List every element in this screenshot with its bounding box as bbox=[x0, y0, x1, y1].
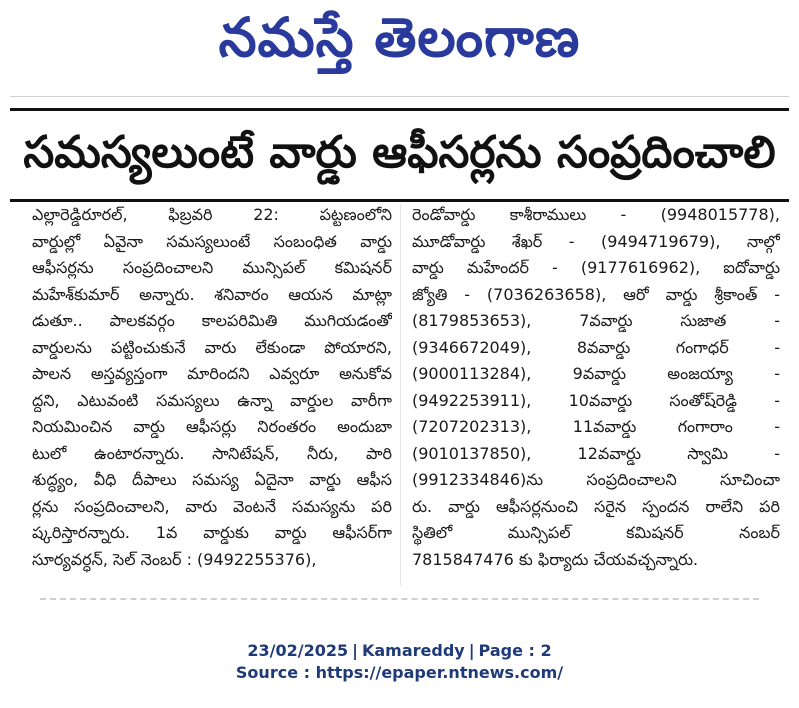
article-line: ద్దని, ఎటువంటి సమస్యలు ఉన్నా వార్డుల వారీగా bbox=[32, 390, 392, 410]
headline-frame bbox=[10, 108, 789, 202]
article-line: (9010137850), 12వవార్డు స్వామి - bbox=[412, 443, 780, 463]
divider bbox=[40, 598, 759, 600]
article-line: మూడోవార్డు శేఖర్ - (9494719679), నాల్గో bbox=[412, 231, 780, 251]
article-line: రు. వార్డు ఆఫీసర్లనుంచి సరైన స్పందన రాలేని పరి bbox=[412, 496, 780, 516]
article-line: (9492253911), 10వవార్డు సంతోష్‌రెడ్డి - bbox=[412, 390, 780, 410]
edition-page: Page : 2 bbox=[478, 641, 552, 660]
article-line: మహేశ్‌కుమార్ అన్నారు. శనివారం ఆయన మాట్లా bbox=[32, 284, 392, 304]
article-line: టులో ఉంటారన్నారు. సానిటేషన్, నీరు, పారి bbox=[32, 443, 392, 463]
source-footer bbox=[0, 640, 799, 684]
article-line: (9000113284), 9వవార్డు అంజయ్యా - bbox=[412, 364, 780, 383]
masthead bbox=[0, 0, 799, 80]
article-line: (7207202313), 11వవార్డు గంగారాం - bbox=[412, 417, 780, 436]
edition-date: 23/02/2025 bbox=[247, 641, 349, 660]
article-line: సూర్యవర్ధన్, సెల్ నెంబర్ : (9492255376), bbox=[32, 549, 317, 569]
article-line: నియమించిన వార్డు ఆఫీసర్లు నిరంతరం అందుబా bbox=[32, 417, 392, 436]
column-divider bbox=[400, 204, 401, 586]
divider bbox=[10, 96, 789, 97]
article-line: ఎల్లారెడ్డిరూరల్, ఫిబ్రవరి 22: పట్టణంలోని bbox=[32, 205, 392, 224]
article-column-left bbox=[32, 202, 392, 573]
article-line: జ్యోతి - (7036263658), ఆరో వార్డు శ్రీకాంత్ - bbox=[412, 284, 780, 304]
article-line: (9346672049), 8వవార్డు గంగాధర్ - bbox=[412, 337, 780, 357]
article-line: వార్డు మహేందర్ - (9177616962), ఐదోవార్డు bbox=[412, 258, 780, 277]
article-line: (8179853653), 7వవార్డు సుజాత - bbox=[412, 311, 780, 330]
article-line: డుతూ.. పాలకవర్గం కాలపరిమితి ముగియడంతో bbox=[32, 311, 392, 330]
newspaper-logo: నమస్తే తెలంగాణ bbox=[218, 6, 581, 69]
article-column-right bbox=[412, 202, 780, 573]
article-line: ర్లను సంప్రదించాలని, వారు వెంటనే సమస్యను పరి bbox=[32, 496, 392, 516]
article-line: వార్డుల్లో ఏవైనా సమస్యలుంటే సంబంధిత వార్డు bbox=[32, 231, 392, 251]
article-line: రెండోవార్డు కాశీరాములు - (9948015778), bbox=[412, 205, 780, 224]
article-line: ఆఫీసర్లను సంప్రదించాలని మున్సిపల్ కమిషనర్ bbox=[32, 258, 392, 277]
article-line: పాలన అస్తవ్యస్తంగా మారిందని ఎవ్వరూ అనుకోవ bbox=[32, 364, 392, 383]
article-line: శుద్ధ్యం, వీధి దీపాలు సమస్య ఏదైనా వార్డు ఆఫీస bbox=[32, 470, 392, 489]
source-line: Source : https://epaper.ntnews.com/ bbox=[235, 663, 564, 682]
article-line: వార్డులను పట్టించుకునే వారు లేకుండా పోయారని, bbox=[32, 337, 392, 357]
article-line: 7815847476 కు ఫిర్యాదు చేయవచ్చన్నారు. bbox=[412, 549, 699, 569]
edition-line: 23/02/2025 | Kamareddy | Page : 2 bbox=[247, 641, 552, 660]
edition-name: Kamareddy bbox=[361, 641, 465, 660]
article-line: ష్కరిస్తారన్నారు. 1వ వార్డుకు వార్డు ఆఫీసర్‌గా bbox=[32, 523, 392, 542]
article-line: స్థితిలో మున్సిపల్ కమిషనర్ నంబర్ bbox=[412, 523, 780, 542]
article-line: (9912334846)ను సంప్రదించాలని సూచించా bbox=[412, 470, 780, 489]
article-headline: సమస్యలుంటే వార్డు ఆఫీసర్లను సంప్రదించాలి bbox=[23, 127, 776, 178]
